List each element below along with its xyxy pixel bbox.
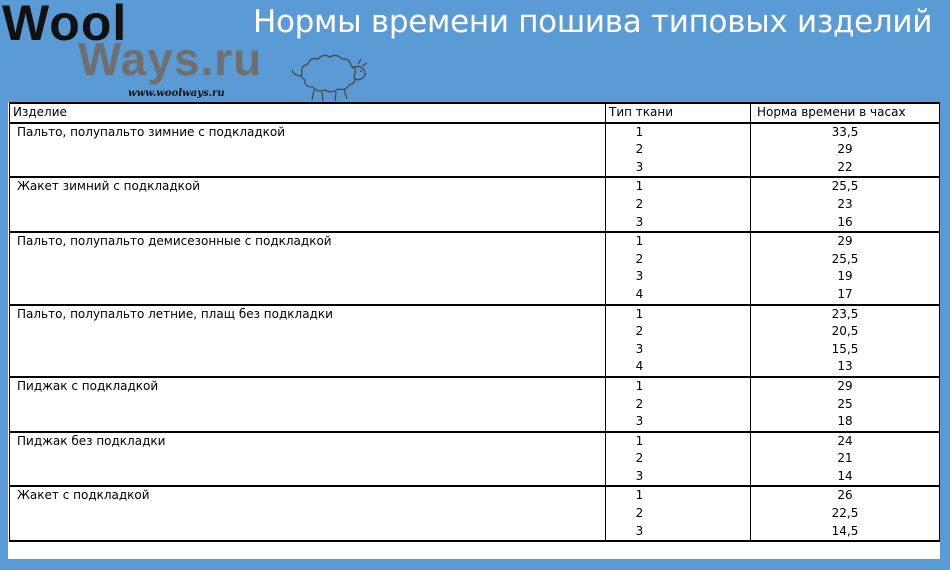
fabric-type-cell: 4 [606,286,751,305]
hours-cell: 22,5 [751,505,940,523]
fabric-type-cell: 1 [606,232,751,251]
fabric-type-cell: 1 [606,305,751,324]
hours-cell: 17 [751,286,940,305]
fabric-type-cell: 2 [606,450,751,468]
fabric-type-cell: 1 [606,377,751,396]
table-row [10,523,940,542]
norms-table [9,102,940,542]
table-row [10,505,940,523]
table-row [10,268,940,286]
fabric-type-cell: 2 [606,196,751,214]
hours-cell: 19 [751,268,940,286]
item-empty-cell [10,358,606,377]
fabric-type-cell: 3 [606,268,751,286]
hours-cell: 29 [751,232,940,251]
table-row [10,413,940,432]
hours-cell: 16 [751,214,940,233]
item-empty-cell [10,396,606,414]
item-empty-cell [10,268,606,286]
fabric-type-cell: 1 [606,177,751,196]
hours-cell: 22 [751,159,940,178]
table-row [10,251,940,269]
fabric-type-cell: 2 [606,396,751,414]
hours-cell: 13 [751,358,940,377]
item-name-cell: Пальто, полупальто зимние с подкладкой [10,123,606,142]
item-empty-cell [10,251,606,269]
item-empty-cell [10,413,606,432]
fabric-type-cell: 4 [606,358,751,377]
table-row [10,123,940,142]
table-row [10,450,940,468]
table-row [10,232,940,251]
table-row [10,432,940,451]
table-row [10,358,940,377]
item-empty-cell [10,450,606,468]
item-name-cell: Пиджак без подкладки [10,432,606,451]
hours-cell: 14,5 [751,523,940,542]
header-item: Изделие [10,103,606,123]
hours-cell: 21 [751,450,940,468]
table-row [10,196,940,214]
table-row [10,486,940,505]
fabric-type-cell: 1 [606,486,751,505]
item-empty-cell [10,196,606,214]
table-row [10,177,940,196]
item-name-cell: Пальто, полупальто демисезонные с подкладкой [10,232,606,251]
fabric-type-cell: 2 [606,323,751,341]
sheep-eye [360,70,362,72]
item-empty-cell [10,159,606,178]
item-empty-cell [10,286,606,305]
table-row [10,159,940,178]
fabric-type-cell: 3 [606,413,751,432]
hours-cell: 15,5 [751,341,940,359]
table-header-row [10,103,940,123]
hours-cell: 25 [751,396,940,414]
logo-url: www.woolways.ru [128,88,225,99]
hours-cell: 14 [751,468,940,487]
table-row [10,214,940,233]
item-name-cell: Жакет с подкладкой [10,486,606,505]
hours-cell: 29 [751,141,940,159]
fabric-type-cell: 3 [606,159,751,178]
item-empty-cell [10,523,606,542]
item-empty-cell [10,341,606,359]
item-empty-cell [10,141,606,159]
fabric-type-cell: 2 [606,141,751,159]
table-row [10,396,940,414]
header-fabric-type: Тип ткани [606,103,751,123]
fabric-type-cell: 3 [606,523,751,542]
hours-cell: 25,5 [751,177,940,196]
hours-cell: 26 [751,486,940,505]
table-row [10,305,940,324]
table-row [10,141,940,159]
fabric-type-cell: 2 [606,505,751,523]
fabric-type-cell: 1 [606,123,751,142]
fabric-type-cell: 1 [606,432,751,451]
hours-cell: 25,5 [751,251,940,269]
page-title: Нормы времени пошива типовых изделий [253,4,933,40]
item-name-cell: Жакет зимний с подкладкой [10,177,606,196]
table-row [10,341,940,359]
fabric-type-cell: 3 [606,468,751,487]
hours-cell: 20,5 [751,323,940,341]
item-name-cell: Пальто, полупальто летние, плащ без подкладки [10,305,606,324]
item-empty-cell [10,214,606,233]
fabric-type-cell: 3 [606,214,751,233]
hours-cell: 29 [751,377,940,396]
header-hours: Норма времени в часах [751,103,940,123]
item-name-cell: Пиджак с подкладкой [10,377,606,396]
table-row [10,468,940,487]
item-empty-cell [10,323,606,341]
item-empty-cell [10,468,606,487]
hours-cell: 18 [751,413,940,432]
hours-cell: 24 [751,432,940,451]
item-empty-cell [10,505,606,523]
table-sheet [8,102,940,559]
table-row [10,323,940,341]
hours-cell: 23,5 [751,305,940,324]
table-body [10,123,940,542]
sheep-icon [284,48,372,102]
fabric-type-cell: 3 [606,341,751,359]
hours-cell: 33,5 [751,123,940,142]
fabric-type-cell: 2 [606,251,751,269]
logo-wool: Wool [2,0,128,51]
table-row [10,286,940,305]
table-row [10,377,940,396]
logo-ways: Ways.ru [78,33,263,85]
hours-cell: 23 [751,196,940,214]
